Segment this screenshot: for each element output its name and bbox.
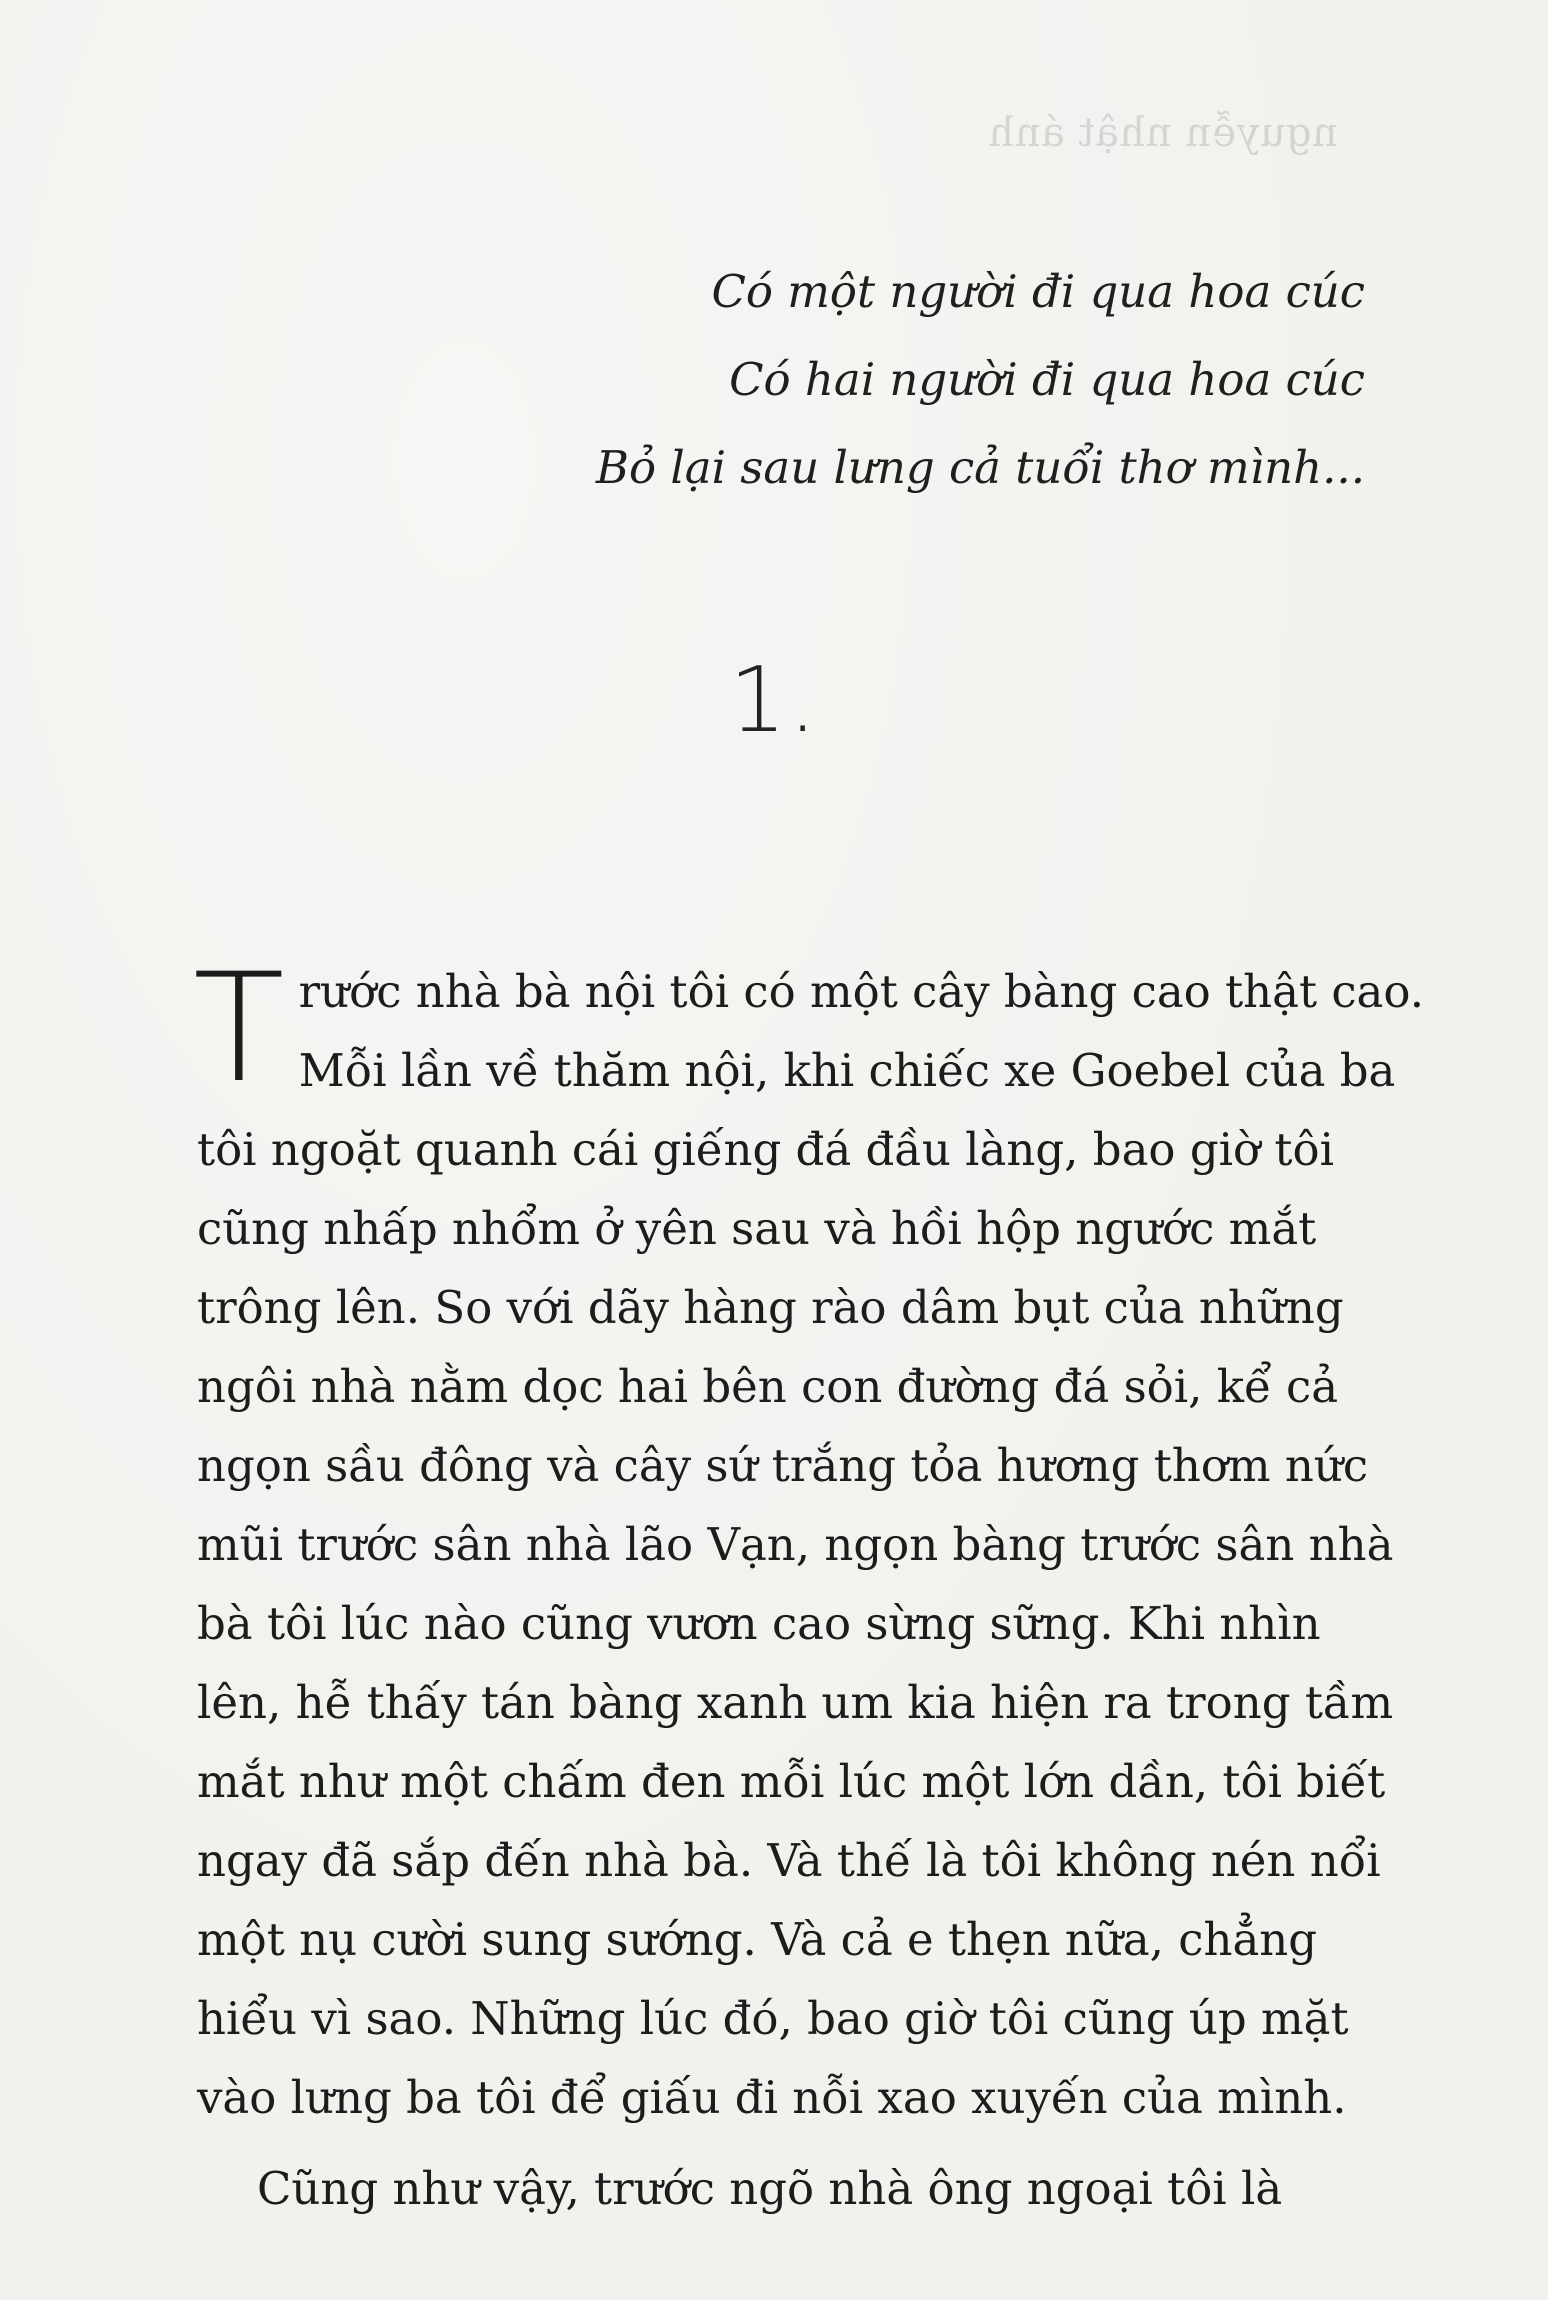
paragraph-2: Cũng như vậy, trước ngõ nhà ông ngoại tôi là [257, 2162, 1283, 2215]
text-line: bà tôi lúc nào cũng vươn cao sừng sững. Khi nhìn [197, 1597, 1321, 1650]
text-line: mắt như một chấm đen mỗi lúc một lớn dần, tôi biết [197, 1755, 1386, 1808]
epigraph-line: Có hai người đi qua hoa cúc [729, 353, 1365, 406]
show-through-header: nguyễn nhật ánh [988, 110, 1338, 156]
epigraph [596, 248, 1365, 512]
text-line: một nụ cười sung sướng. Và cả e thẹn nữa, chẳng [197, 1913, 1318, 1966]
text-line: ngọn sầu đông và cây sứ trắng tỏa hương thơm nức [197, 1439, 1369, 1492]
text-line: rước nhà bà nội tôi có một cây bàng cao thật cao. [298, 965, 1424, 1018]
epigraph-line: Bỏ lại sau lưng cả tuổi thơ mình... [595, 441, 1365, 494]
paragraph-1 [193, 942, 1424, 2137]
text-line: lên, hễ thấy tán bàng xanh um kia hiện ra trong tầm [197, 1676, 1394, 1729]
text-line: trông lên. So với dãy hàng rào dâm bụt của những [197, 1281, 1344, 1334]
text-line: Mỗi lần về thăm nội, khi chiếc xe Goebel của ba [298, 1044, 1396, 1097]
epigraph-line: Có một người đi qua hoa cúc [711, 265, 1365, 318]
text-line: ngay đã sắp đến nhà bà. Và thế là tôi không nén nổi [197, 1834, 1381, 1887]
text-line: ngôi nhà nằm dọc hai bên con đường đá sỏi, kể cả [197, 1360, 1339, 1413]
text-line: hiểu vì sao. Những lúc đó, bao giờ tôi cũng úp mặt [197, 1992, 1349, 2045]
text-line: tôi ngoặt quanh cái giếng đá đầu làng, bao giờ tôi [197, 1123, 1334, 1176]
body-text [193, 942, 1424, 2228]
drop-cap: T [193, 942, 285, 1116]
text-line: vào lưng ba tôi để giấu đi nỗi xao xuyến của mình. [197, 2071, 1347, 2124]
text-line: cũng nhấp nhổm ở yên sau và hồi hộp ngước mắt [197, 1202, 1317, 1255]
text-line: mũi trước sân nhà lão Vạn, ngọn bàng trước sân nhà [197, 1518, 1394, 1571]
chapter-number: 1. [729, 648, 819, 753]
